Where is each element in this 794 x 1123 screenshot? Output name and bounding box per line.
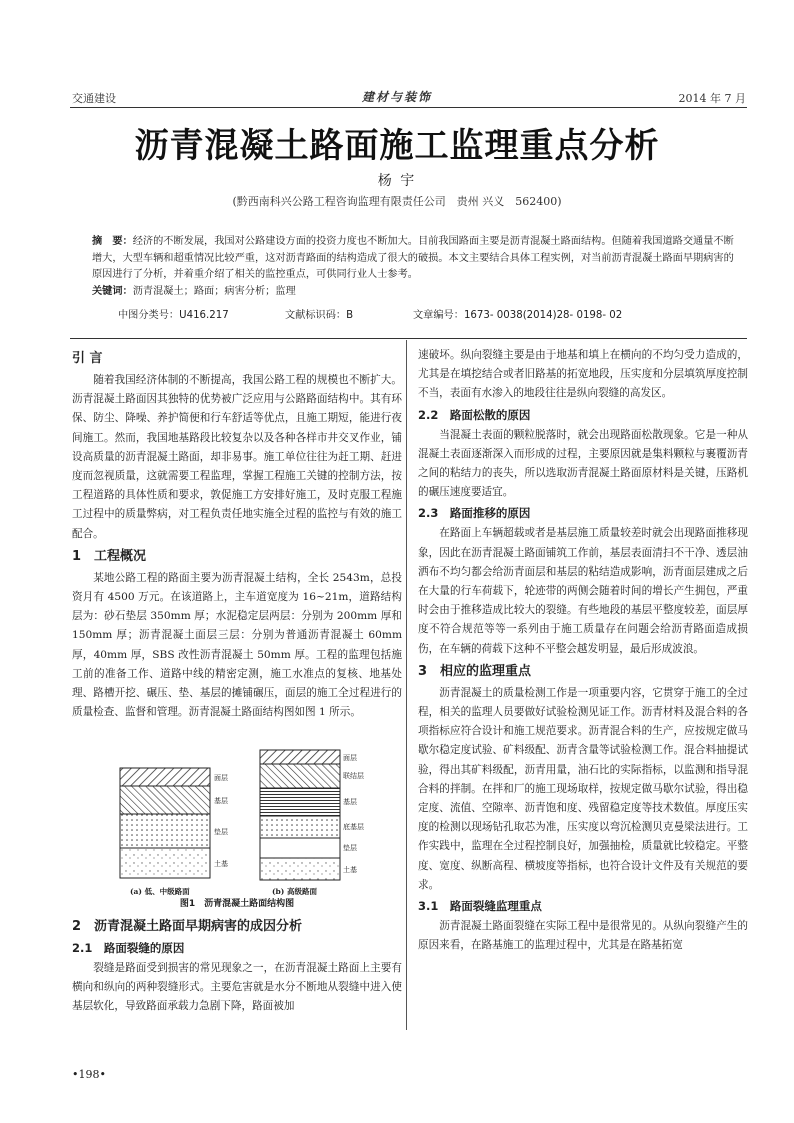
section-1-paragraph: 某地公路工程的路面主要为沥青混凝土结构，全长 2543m，总投资月有 4500 万元。在该道路上，主车道宽度为 16~21m，道路结构层为：砂石垫层 350mm 厚；水泥稳定层两层：分别为 200mm 厚和 150mm 厚；沥青混凝土面层三层：分别为普通沥青混凝土 60mm 厚，40mm 厚，SBS 改性沥青混凝土 50mm 厚。工程的监理包括施工前的准备工作、道路中线的精密定测，施工水准点的复核、地基处理、路槽开挖、碾压、垫、基层的摊铺碾压，面层的施工全过程进行的质量检查、监督和管理。沥青混凝土路面结构图如图 1 所示。 [72, 571, 402, 719]
section-3-1-heading: 3.1 路面裂缝监理重点 [418, 899, 542, 914]
section-2-2-paragraph: 当混凝土表面的颗粒脱落时，就会出现路面松散现象。它是一种从混凝土表面逐渐深入而形成的过程，主要原因就是集料颗粒与裹覆沥青之间的粘结力的丧失，所以选取沥青混凝土路面原材料是关键，压路机的碾压速度要适宜。 [418, 428, 748, 499]
section-3-1-paragraph: 沥青混凝土路面裂缝在实际工程中是很常见的。从纵向裂缝产生的原因来看，在路基施工的监理过程中，尤其是在路基拓宽 [418, 920, 748, 952]
section-2-1-heading: 2.1 路面裂缝的原因 [72, 941, 185, 955]
page-number: •198• [72, 1068, 106, 1081]
abstract-rule [70, 338, 747, 339]
section-2-1-paragraph: 裂缝是路面受到损害的常见现象之一，在沥青混凝土路面上主要有横向和纵向的两种裂缝形式。主要危害就是水分不断地从裂缝中进入使基层软化，导致路面承载力急剧下降，路面被加 [72, 962, 402, 1013]
header-rule [70, 107, 747, 108]
subfigure-a-label: (a) 低、中级路面 [130, 887, 190, 896]
structure-a [120, 768, 210, 878]
structure-b [260, 750, 340, 880]
journal-name: 建材与装饰 [361, 90, 432, 104]
doc-value: B [346, 310, 354, 321]
layer-label: 土基 [214, 860, 228, 868]
section-3-heading: 3 相应的监理重点 [418, 663, 532, 679]
abstract-label: 摘 要： [92, 236, 133, 247]
keywords [92, 284, 737, 301]
layer-label: 基层 [343, 798, 357, 806]
layer-label: 垫层 [343, 844, 357, 852]
layer-label: 底基层 [343, 823, 364, 831]
abstract-text: 经济的不断发展，我国对公路建设方面的投资力度也不断加大。目前我国路面主要是沥青混凝土路面结构。但随着我国道路交通量不断增大，大型车辆和超重情况比较严重，这对沥青路面的结构造成了很大的破损。本文主要结合具体工程实例，对当前沥青混凝土路面早期病害的原因进行了分析，并着重介绍了相关的监控重点，可供同行业人士参考。 [92, 236, 734, 280]
abstract [92, 234, 737, 300]
continued-paragraph: 速破坏。纵向裂缝主要是由于地基和填上在横向的不均匀受力造成的，尤其是在填挖结合或者旧路基的拓宽地段，压实度和分层填筑厚度控制不当，表面有水渗入的地段往往是纵向裂缝的高发区。 [418, 349, 748, 400]
paper-title: 沥青混凝土路面施工监理重点分析 [134, 126, 660, 166]
keywords-text: 沥青混凝土；路面；病害分析；监理 [132, 285, 296, 297]
section-1-heading: 1 工程概况 [72, 548, 147, 564]
section-2-3-paragraph: 在路面上车辆超载或者是基层施工质量较差时就会出现路面推移现象，因此在沥青混凝土路面铺筑工作前，基层表面清扫不干净、透层油洒布不均匀都会给沥青面层和基层的粘结造成影响，沥青面层建成之后在大量的行车荷载下，轮迹带的两侧会随着时间的增长产生拥包，严重时会由于推移造成比较大的裂缝。有些地段的基层平整度较差，面层厚度不符合规范等等一系列由于施工质量存在问题会给沥青路面造成损伤，在车辆的荷载下这种不平整会越发明显，最后形成波浪。 [418, 527, 748, 655]
layer-label: 面层 [214, 774, 228, 782]
layer-label: 垫层 [214, 828, 228, 836]
layer-label: 基层 [214, 797, 228, 805]
doc-label: 文献标识码： [285, 310, 347, 321]
affiliation: (黔西南科兴公路工程咨询监理有限责任公司 贵州 兴义 562400) [232, 195, 562, 208]
keywords-label: 关键词： [92, 285, 133, 297]
article-label: 文章编号： [413, 310, 464, 321]
section-2-3-heading: 2.3 路面推移的原因 [418, 506, 531, 521]
subfigure-b-label: (b) 高级路面 [272, 887, 317, 896]
column-divider [406, 340, 407, 1030]
article-number [413, 306, 622, 321]
section-2-2-heading: 2.2 路面松散的原因 [418, 407, 531, 422]
running-header-left: 交通建设 [72, 92, 116, 105]
figure-caption: 图1 沥青混凝土路面结构图 [179, 899, 295, 909]
clc-value: U416.217 [179, 310, 229, 321]
section-2-heading: 2 沥青混凝土路面早期病害的成因分析 [72, 919, 303, 934]
author: 杨 宇 [377, 173, 417, 189]
layer-label: 土基 [343, 866, 357, 874]
left-column-lower [72, 914, 402, 1017]
intro-heading: 引 言 [72, 351, 103, 366]
right-column [418, 346, 748, 955]
running-header-right: 2014 年 7 月 [678, 92, 746, 105]
layer-label: 面层 [343, 754, 357, 762]
clc-label: 中图分类号： [118, 310, 180, 321]
document-code [285, 306, 353, 321]
pavement-structure-figure [100, 748, 365, 898]
left-column-upper [72, 346, 402, 722]
intro-paragraph: 随着我国经济体制的不断提高，我国公路工程的规模也不断扩大。沥青混凝土路面因其独特的优势被广泛应用与公路路面结构中。其有环保、防尘、降噪、养护简便和行车舒适等优点，且施工期短，能进行夜间施工。然而，我国地基路段比较复杂以及各种各样市井交叉作业，铺设高质量的沥青混凝土路面，却非易事。施工单位往往为赶工期、赶进度而忽视质量，这就需要工程监理，掌握工程施工关键的控制方法，按工程道路的具体性质和要求，敦促施工方安排好施工，及时克服工程施工过程中的质量弊病，对工程负责任地实施全过程的监控与有效的施工配合。 [72, 374, 402, 540]
clc-number [118, 306, 229, 321]
article-value: 1673- 0038(2014)28- 0198- 02 [463, 310, 623, 321]
layer-label: 联结层 [343, 772, 364, 780]
section-3-paragraph: 沥青混凝土的质量检测工作是一项重要内容，它贯穿于施工的全过程，相关的监理人员要做好试验检测见证工作。沥青材料及混合料的各项指标应符合设计和施工规范要求。沥青混合料的生产，应按规定做马歇尔稳定度试验、矿料级配、沥青含量等试验检测工作。混合料抽提试验，得出其矿料级配，沥青用量，油石比的实际指标，以监测和指导混合料的拌制。在拌和厂的施工现场取样，按规定做马歇尔试验，得出稳定度、流值、空隙率、沥青饱和度、残留稳定度等技术数值。厚度压实度的检测以现场钻孔取芯为准，压实度以弯沉检测贝克曼梁法进行。工作实践中，监理在全过程控制良好，加强抽检，质量就比较稳定。平整度、宽度、纵断高程、横坡度等指标，也符合设计文件及有关规范的要求。 [418, 686, 748, 891]
